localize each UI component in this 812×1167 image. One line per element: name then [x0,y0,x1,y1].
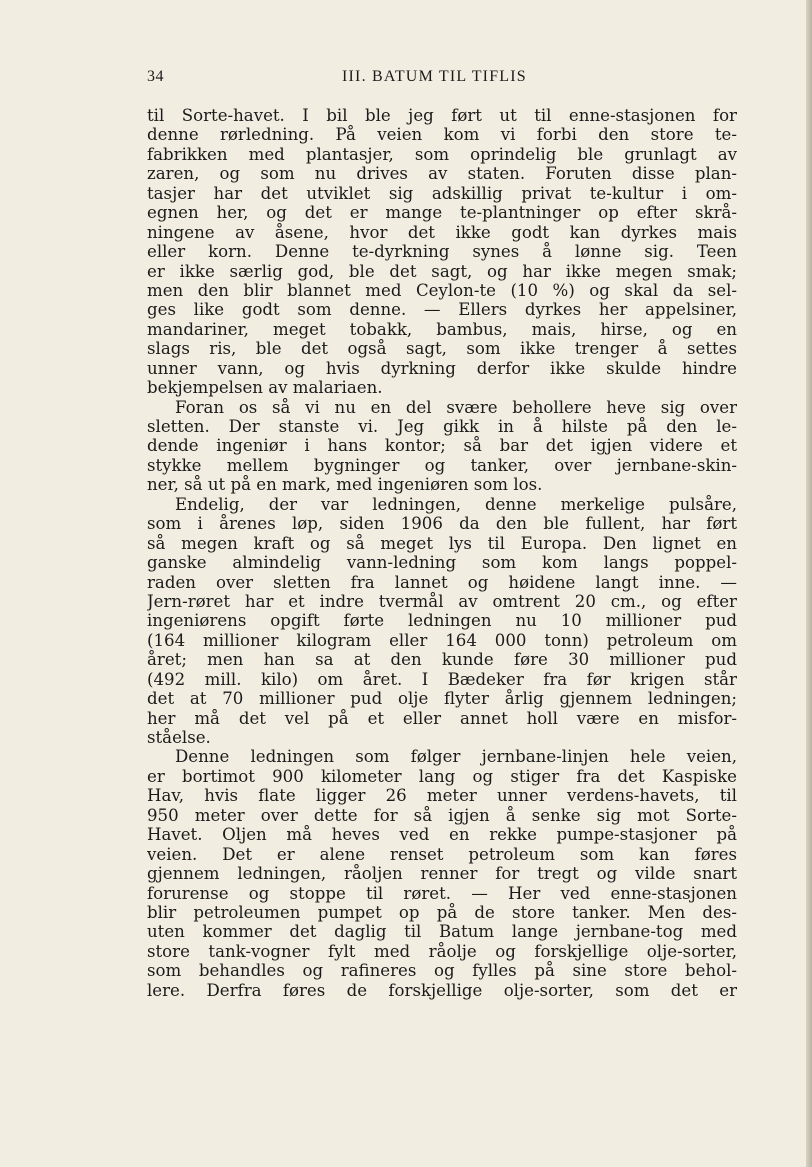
text-line: som behandles og rafineres og fylles på sine store behol- [147,961,737,981]
text-line: unner vann, og hvis dyrkning derfor ikke skulde hindre [147,358,737,378]
running-head [147,68,737,90]
text-line: tasjer har det utviklet sig adskillig privat te-kultur i om- [147,183,737,203]
text-line: stykke mellem bygninger og tanker, over jernbane-skin- [147,455,737,475]
text-line: dende ingeniør i hans kontor; så bar det igjen videre et [147,436,737,456]
text-line: lere. Derfra føres de forskjellige olje-sorter, som det er [147,980,737,1000]
text-line: zaren, og som nu drives av staten. Foruten disse plan- [147,164,737,184]
text-line: ges like godt som denne. — Ellers dyrkes her appelsiner, [147,300,737,320]
text-line: (164 millioner kilogram eller 164 000 tonn) petroleum om [147,630,737,650]
text-line: Havet. Oljen må heves ved en rekke pumpe-stasjoner på [147,825,737,845]
text-line: er bortimot 900 kilometer lang og stiger fra det Kaspiske [147,766,737,786]
body-text [147,106,737,1000]
text-line: 950 meter over dette for så igjen å senke sig mot Sorte- [147,805,737,825]
text-line: men den blir blannet med Ceylon-te (10 %) og skal da sel- [147,280,737,300]
text-line: ningene av åsene, hvor det ikke godt kan dyrkes mais [147,222,737,242]
text-line: (492 mill. kilo) om året. I Bædeker fra før krigen står [147,669,737,689]
page-number: 34 [147,68,164,85]
text-line: Hav, hvis flate ligger 26 meter unner verdens-havets, til [147,786,737,806]
text-line: store tank-vogner fylt med råolje og forskjellige olje-sorter, [147,941,737,961]
text-line: ståelse. [147,728,211,747]
text-line: Jern-røret har et indre tvermål av omtrent 20 cm., og efter [147,591,737,611]
text-line: blir petroleumen pumpet op på de store tanker. Men des- [147,902,737,922]
text-line: er ikke særlig god, ble det sagt, og har ikke megen smak; [147,261,737,281]
text-line: eller korn. Denne te-dyrkning synes å lønne sig. Teen [147,242,737,262]
text-line: her må det vel på et eller annet holl være en misfor- [147,708,737,728]
page-edge [806,0,812,1167]
text-line: ganske almindelig vann-ledning som kom langs poppel- [147,553,737,573]
text-line: sletten. Der stanste vi. Jeg gikk in å hilste på den le- [147,417,737,436]
text-line: ingeniørens opgift førte ledningen nu 10 millioner pud [147,611,737,631]
text-line: mandariner, meget tobakk, bambus, mais, hirse, og en [147,319,737,339]
text-line: det at 70 millioner pud olje flyter årlig gjennem ledningen; [147,689,737,709]
text-line: ner, så ut på en mark, med ingeniøren som los. [147,475,543,495]
text-line: denne rørledning. På veien kom vi forbi den store te- [147,125,737,145]
text-line: Endelig, der var ledningen, denne merkelige pulsåre, [175,494,737,514]
text-line: uten kommer det daglig til Batum lange jernbane-tog med [147,922,737,942]
text-line: gjennem ledningen, råoljen renner for tregt og vilde snart [147,864,737,884]
text-line: som i årenes løp, siden 1906 da den ble fullent, har ført [147,514,737,534]
text-line: Denne ledningen som følger jernbane-linjen hele veien, [175,747,737,767]
text-line: slags ris, ble det også sagt, som ikke trenger å settes [147,339,737,359]
text-line: så megen kraft og så meget lys til Europa. Den lignet en [147,533,737,553]
text-line: egnen her, og det er mange te-plantninger op efter skrå- [147,203,737,223]
text-line: raden over sletten fra lannet og høidene langt inne. — [147,572,737,592]
text-line: året; men han sa at den kunde føre 30 millioner pud [147,650,737,670]
text-line: Foran os så vi nu en del svære behollere heve sig over [175,397,737,417]
chapter-title: III. BATUM TIL TIFLIS [342,68,527,85]
text-line: til Sorte-havet. I bil ble jeg ført ut til enne-stasjonen for [147,106,737,125]
text-line: veien. Det er alene renset petroleum som kan føres [147,844,737,864]
text-line: forurense og stoppe til røret. — Her ved enne-stasjonen [147,883,737,903]
text-line: bekjempelsen av malariaen. [147,378,383,398]
text-line: fabrikken med plantasjer, som oprindelig ble grunlagt av [147,144,737,164]
